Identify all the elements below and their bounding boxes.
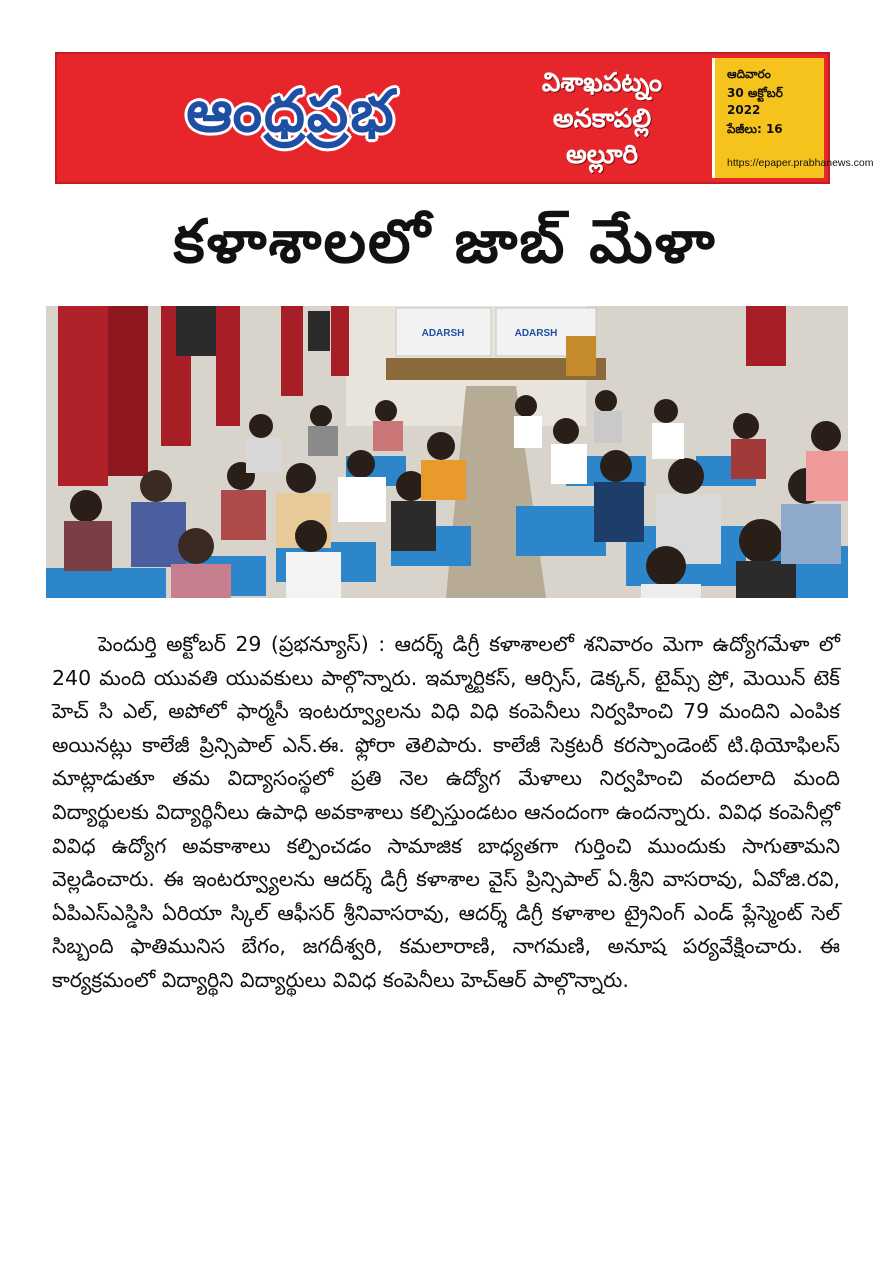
banner-text: ADARSH — [421, 328, 465, 339]
hall-audience-illustration — [46, 306, 848, 598]
edition-name: అల్లూరి — [565, 140, 639, 170]
headline: కళాశాలలో జాబ్ మేళా — [173, 207, 717, 277]
issue-day: ఆదివారం — [727, 67, 771, 81]
edition-name: విశాఖపట్నం — [541, 68, 663, 98]
edition-name: అనకాపల్లి — [552, 104, 652, 134]
edition-list — [467, 60, 737, 178]
article-body: పెందుర్తి అక్టోబర్ 29 (ప్రభన్యూస్) : ఆదర్శ్ డిగ్రీ కళాశాలలో శనివారం మెగా ఉద్యోగమేళా లో 240 మంది యువతి యువకులు పాల్గొన్నారు. ఇమ్మార్టికస్, ఆర్సిస్, డెక్కన్, టైమ్స్ ప్రో, మెయిన్ టెక్ హెచ్ సి ఎల్, అపోలో ఫార్మసీ ఇంటర్వ్యూలను విధి విధి కంపెనీలు నిర్వహించి 79 మందిని ఎంపిక అయినట్లు కాలేజీ ప్రిన్సిపాల్ ఎన్.ఈ. ఫ్లోరా తెలిపారు. కాలేజీ సెక్రటరీ కరస్పాండెంట్ టి.థియోఫిలస్ మాట్లాడుతూ తమ విద్యాసంస్థలో ప్రతి నెల ఉద్యోగ మేళాలు నిర్వహించి వందలాది మంది విద్యార్థులకు విద్యార్థినీలు ఉపాధి అవకాశాలు కల్పిస్తుండటం ఆనందంగా ఉందన్నారు. వివిధ కంపెనీల్లో వివిధ ఉద్యోగ అవకాశాలు కల్పించడం సామాజిక బాధ్యతగా గుర్తించి ముందుకు సాగుతామని వెల్లడించారు. ఈ ఇంటర్వ్యూలను ఆదర్శ్ డిగ్రీ కళాశాల వైస్ ప్రిన్సిపాల్ ఏ.శ్రీని వాసరావు, ఏవోజి.రవి, ఏపిఎస్ఎస్డిసి ఏరియా స్కిల్ ఆఫీసర్ శ్రీనివాసరావు, ఆదర్శ్ డిగ్రీ కళాశాల ట్రైనింగ్ ఎండ్ ప్లేస్మెంట్ సెల్ సిబ్బంది ఫాతిమునిస బేగం, జగదీశ్వరి, కమలారాణి, నాగమణి, అనూష పర్యవేక్షించారు. ఈ కార్యక్రమంలో విద్యార్థిని విద్యార్థులు వివిధ కంపెనీలు హెచ్ఆర్ పాల్గొన్నారు. — [52, 632, 840, 992]
epaper-url: https://epaper.prabhanews.com — [727, 157, 874, 169]
issue-date: 30 అక్టోబర్ 2022 — [727, 86, 783, 117]
event-photo — [46, 306, 848, 598]
masthead — [55, 52, 874, 184]
date-box — [712, 58, 874, 178]
logo-text: ఆంధ్రప్రభ — [186, 76, 396, 145]
page-count: పేజీలు: 16 — [727, 122, 783, 136]
banner-text: ADARSH — [514, 328, 558, 339]
newspaper-logo — [65, 62, 517, 174]
